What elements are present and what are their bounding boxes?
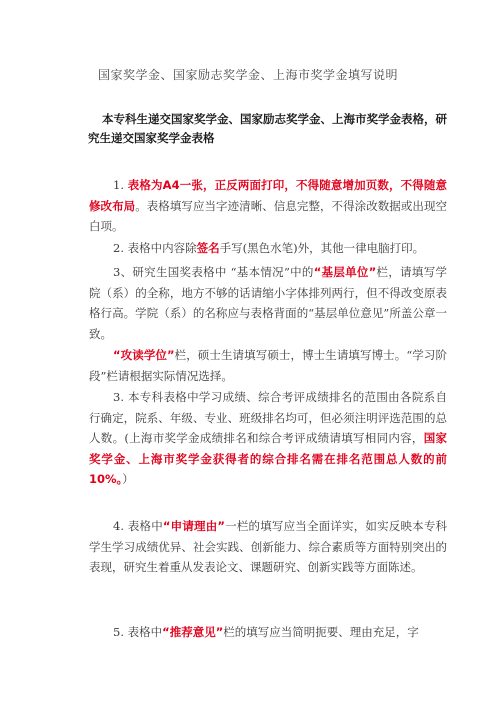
paragraph-1-emphasis: 表格为A4一张，正反两面打印，不得随意增加页数，不得随意修改布局 — [89, 178, 448, 213]
paragraph-7-emphasis: “推荐意见” — [162, 625, 224, 639]
paragraph-5-text-b: ） — [122, 472, 134, 486]
paragraph-4-text: 栏，硕士生请填写硕士，博士生请填写博士。“学习阶段”栏请根据实际情况选择。 — [89, 348, 447, 383]
document-title: 国家奖学金、国家励志奖学金、上海市奖学金填写说明 — [97, 68, 398, 82]
paragraph-7-text-b: 栏的填写应当简明扼要、理由充足，字 — [223, 625, 419, 639]
paragraph-5-text-a: 3. 本专科表格中学习成绩、综合考评成绩排名的范围由各院系自行确定，院系、年级、专业、班级排名均可，但必须注明评选范围的总人数。(上海市奖学金成绩排名和综合考评成绩请填写相同内容， — [89, 390, 447, 445]
paragraph-3-text-a: 3、研究生国奖表格中 “基本情况”中的 — [113, 265, 314, 279]
paragraph-5 — [89, 387, 447, 490]
paragraph-5-emphasis: 国家奖学金、上海市奖学金获得者的综合排名需在排名范围总人数的前10%。 — [89, 431, 448, 486]
paragraph-7 — [89, 622, 447, 643]
paragraph-6 — [89, 516, 447, 578]
paragraph-7-text-a: 5. 表格中 — [113, 625, 163, 639]
paragraph-1 — [89, 175, 447, 237]
paragraph-6-text-b: 一栏的填写应当全面详实，如实反映本专科学生学习成绩优异、社会实践、创新能力、综合素质等方面特别突出的表现，研究生着重从发表论文、课题研究、创新实践等方面陈述。 — [89, 519, 448, 574]
paragraph-2-emphasis: 签名 — [196, 241, 220, 255]
paragraph-3-text-b: 栏，请填写学院（系）的全称，地方不够的话请缩小字体排列两行，但不得改变原表格行高。学院（系）的名称应与表格背面的“基层单位意见”所盖公章一致。 — [89, 265, 447, 341]
paragraph-1-number: 1. — [113, 178, 124, 192]
paragraph-2-text-a: 2. 表格中内容除 — [113, 241, 197, 255]
intro-heading: 本专科生递交国家奖学金、国家励志奖学金、上海市奖学金表格，研究生递交国家奖学金表格 — [88, 112, 447, 145]
paragraph-6-emphasis: “申请理由” — [162, 519, 225, 533]
paragraph-4-emphasis: “攻读学位” — [113, 348, 175, 362]
paragraph-4 — [89, 345, 447, 386]
paragraph-3-emphasis: “基层单位” — [313, 265, 377, 279]
paragraph-2 — [89, 238, 447, 259]
paragraph-6-text-a: 4. 表格中 — [113, 519, 163, 533]
paragraph-1-text: 。表格填写应当字迹清晰、信息完整，不得涂改数据或出现空白项。 — [89, 198, 447, 233]
paragraph-3 — [89, 262, 447, 344]
paragraph-2-text-b: 手写(黑色水笔)外，其他一律电脑打印。 — [219, 241, 425, 255]
